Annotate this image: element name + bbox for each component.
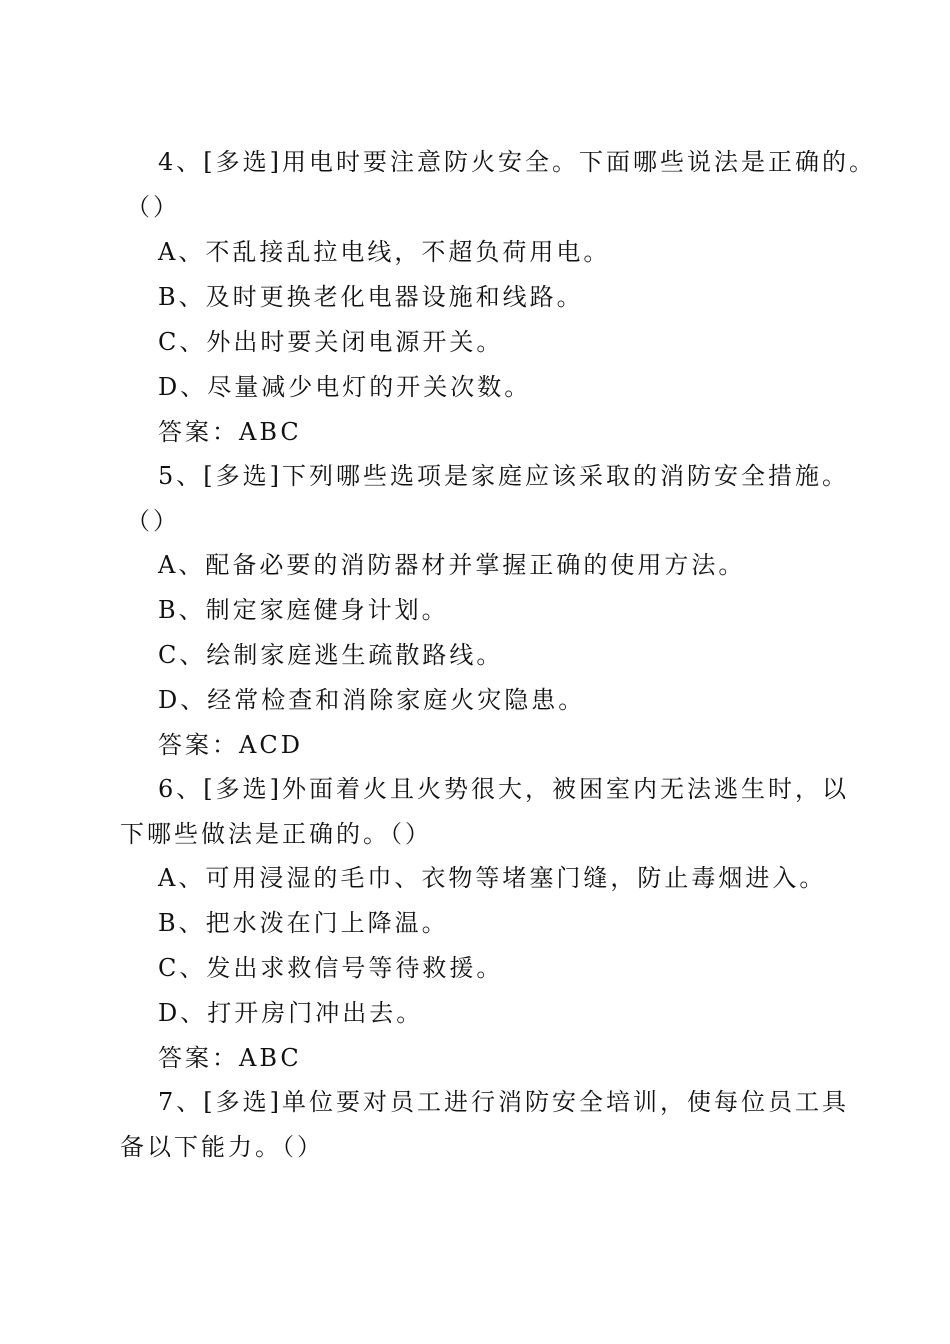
question-5-option-a: A、配备必要的消防器材并掌握正确的使用方法。 <box>158 551 746 579</box>
question-6-stem-line-2: 下哪些做法是正确的。（） <box>120 820 432 848</box>
question-4-option-a: A、不乱接乱拉电线，不超负荷用电。 <box>158 238 611 266</box>
question-4-option-b: B、及时更换老化电器设施和线路。 <box>158 283 584 311</box>
question-4-stem-line-1: 4、[多选]用电时要注意防火安全。下面哪些说法是正确的。 <box>158 148 876 176</box>
question-5-stem-line-1: 5、[多选]下列哪些选项是家庭应该采取的消防安全措施。 <box>158 462 849 490</box>
question-5-option-c: C、绘制家庭逃生疏散路线。 <box>158 641 504 669</box>
question-6-option-a: A、可用浸湿的毛巾、衣物等堵塞门缝，防止毒烟进入。 <box>158 864 827 892</box>
question-6-answer: 答案：ABC <box>158 1044 302 1072</box>
question-6-option-b: B、把水泼在门上降温。 <box>158 909 449 937</box>
question-5-stem-line-2: （） <box>126 507 180 535</box>
question-4-stem-line-2: （） <box>126 193 180 221</box>
question-5-answer: 答案：ACD <box>158 731 303 759</box>
question-5-option-b: B、制定家庭健身计划。 <box>158 596 449 624</box>
question-4-option-d: D、尽量减少电灯的开关次数。 <box>158 373 532 401</box>
question-4-answer: 答案：ABC <box>158 418 302 446</box>
question-4-option-c: C、外出时要关闭电源开关。 <box>158 328 504 356</box>
question-6-stem-line-1: 6、[多选]外面着火且火势很大，被困室内无法逃生时，以 <box>158 775 849 803</box>
question-7-stem-line-2: 备以下能力。（） <box>120 1133 324 1161</box>
question-7-stem-line-1: 7、[多选]单位要对员工进行消防安全培训，使每位员工具 <box>158 1088 849 1116</box>
question-5-option-d: D、经常检查和消除家庭火灾隐患。 <box>158 686 586 714</box>
question-6-option-d: D、打开房门冲出去。 <box>158 999 424 1027</box>
question-6-option-c: C、发出求救信号等待救援。 <box>158 954 504 982</box>
